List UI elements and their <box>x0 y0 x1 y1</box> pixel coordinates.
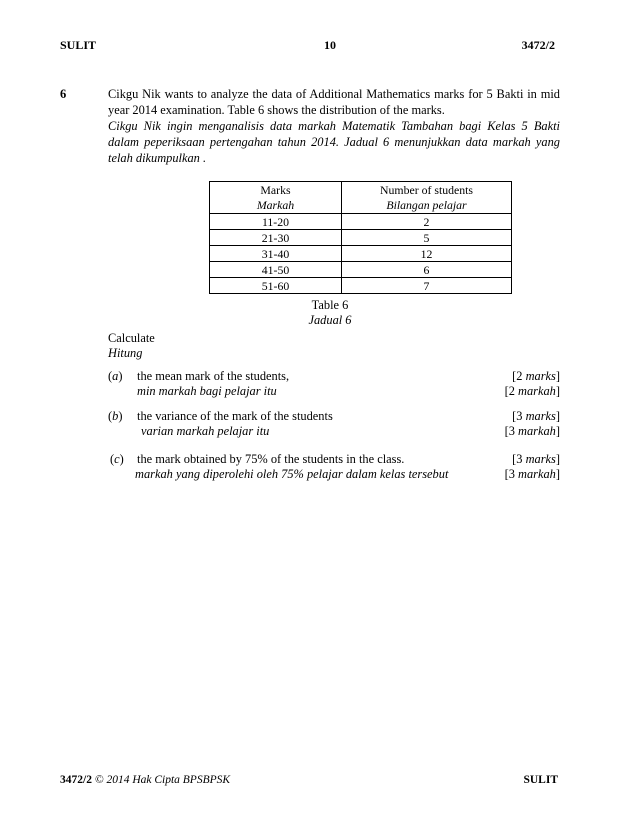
table-row <box>210 278 512 294</box>
question-intro <box>108 86 560 166</box>
marks-distribution-table <box>209 181 512 294</box>
header-students <box>342 182 512 214</box>
footer-code: 3472/2 <box>60 774 92 786</box>
part-text-ms: min markah bagi pelajar itu <box>137 384 277 398</box>
part-text-ms: varian markah pelajar itu <box>141 424 270 438</box>
paper-code: 3472/2 <box>521 38 555 52</box>
cell-marks: 21-30 <box>210 230 342 246</box>
part-text-en: the mark obtained by 75% of the students in the class. <box>137 452 405 466</box>
header-marks-en: Marks <box>260 183 291 197</box>
cell-marks: 31-40 <box>210 246 342 262</box>
cell-marks: 51-60 <box>210 278 342 294</box>
part-marks-en: [2 marks] <box>512 369 560 383</box>
part-label: (a) <box>108 369 123 383</box>
intro-malay: Cikgu Nik ingin menganalisis data markah Matematik Tambahan bagi Kelas 5 Bakti dalam peperiksaan pertengahan tahun 2014. Jadual 6 menunjukkan data markah yang telah dikumpulkan . <box>108 119 560 165</box>
part-marks-en: [3 marks] <box>512 452 560 466</box>
footer-sulit: SULIT <box>523 774 558 786</box>
part-label: (c) <box>110 452 124 466</box>
footer-copyright <box>60 774 230 786</box>
cell-marks: 41-50 <box>210 262 342 278</box>
cell-students: 7 <box>342 278 512 294</box>
part-marks-ms: [3 markah] <box>504 467 560 481</box>
table-row <box>210 246 512 262</box>
header-marks <box>210 182 342 214</box>
table-caption-en: Table 6 <box>311 298 349 312</box>
header-students-en: Number of students <box>379 183 474 197</box>
table-row <box>210 214 512 230</box>
part-marks-en: [3 marks] <box>512 409 560 423</box>
part-b <box>108 409 560 439</box>
header-sulit: SULIT <box>60 38 97 52</box>
cell-students: 2 <box>342 214 512 230</box>
part-c <box>108 452 560 482</box>
header-students-ms: Bilangan pelajar <box>386 198 467 212</box>
table-row <box>210 230 512 246</box>
intro-english: Cikgu Nik wants to analyze the data of Additional Mathematics marks for 5 Bakti in mid year 2014 examination. Table 6 shows the distribution of the marks. <box>108 87 560 117</box>
instruction-en: Calculate <box>108 331 155 345</box>
footer-copyright-text: © 2014 Hak Cipta BPSBPSK <box>94 774 231 786</box>
instruction-ms: Hitung <box>108 346 143 360</box>
header-marks-ms: Markah <box>256 198 295 212</box>
question-number: 6 <box>60 87 67 101</box>
part-text-en: the variance of the mark of the students <box>137 409 333 423</box>
part-label: (b) <box>108 409 123 423</box>
cell-students: 6 <box>342 262 512 278</box>
page-number: 10 <box>324 38 336 52</box>
cell-students: 5 <box>342 230 512 246</box>
cell-marks: 11-20 <box>210 214 342 230</box>
part-marks-ms: [3 markah] <box>504 424 560 438</box>
table-row <box>210 262 512 278</box>
table-caption-ms: Jadual 6 <box>308 313 352 327</box>
part-text-en: the mean mark of the students, <box>137 369 290 383</box>
part-marks-ms: [2 markah] <box>504 384 560 398</box>
table-header-row <box>210 182 512 214</box>
part-text-ms: markah yang diperolehi oleh 75% pelajar dalam kelas tersebut <box>135 467 449 481</box>
part-a <box>108 369 560 399</box>
cell-students: 12 <box>342 246 512 262</box>
